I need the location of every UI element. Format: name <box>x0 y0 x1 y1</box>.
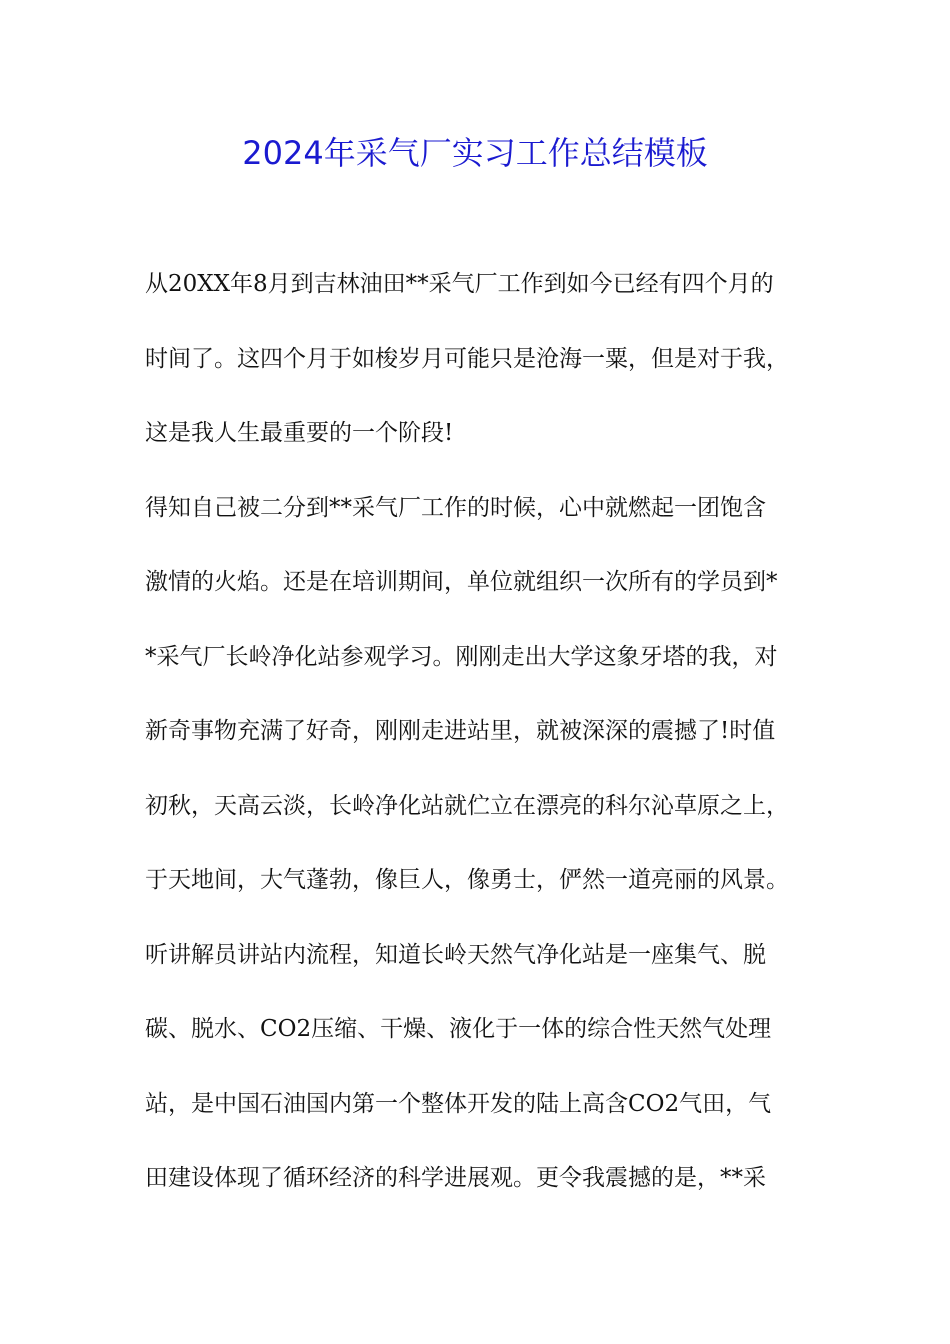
text-line: *采气厂长岭净化站参观学习。刚刚走出大学这象牙塔的我，对 <box>145 643 778 670</box>
text-line: 从20XX年8月到吉林油田**采气厂工作到如今已经有四个月的 <box>145 271 774 297</box>
text-line: 得知自己被二分到**采气厂工作的时候，心中就燃起一团饱含 <box>145 494 766 521</box>
text-line: 田建设体现了循环经济的科学进展观。更令我震撼的是，**采 <box>145 1165 766 1191</box>
text-line: 初秋，天高云淡，长岭净化站就伫立在漂亮的科尔沁草原之上， <box>145 792 789 819</box>
text-line: 激情的火焰。还是在培训期间，单位就组织一次所有的学员到* <box>145 569 778 595</box>
text-line: 听讲解员讲站内流程，知道长岭天然气净化站是一座集气、脱 <box>145 941 766 968</box>
document-body <box>145 260 825 1229</box>
text-line: 站，是中国石油国内第一个整体开发的陆上高含CO2气田，气 <box>145 1090 772 1117</box>
text-line: 时间了。这四个月于如梭岁月可能只是沧海一粟，但是对于我， <box>145 345 789 372</box>
text-line: 于天地间，大气蓬勃，像巨人，像勇士，俨然一道亮丽的风景。 <box>145 867 789 893</box>
document-title: 2024年采气厂实习工作总结模板 <box>242 134 708 172</box>
text-line: 新奇事物充满了好奇，刚刚走进站里，就被深深的震撼了!时值 <box>145 718 776 744</box>
text-line: 碳、脱水、CO2压缩、干燥、液化于一体的综合性天然气处理 <box>145 1016 772 1042</box>
text-line: 这是我人生最重要的一个阶段! <box>145 420 454 446</box>
